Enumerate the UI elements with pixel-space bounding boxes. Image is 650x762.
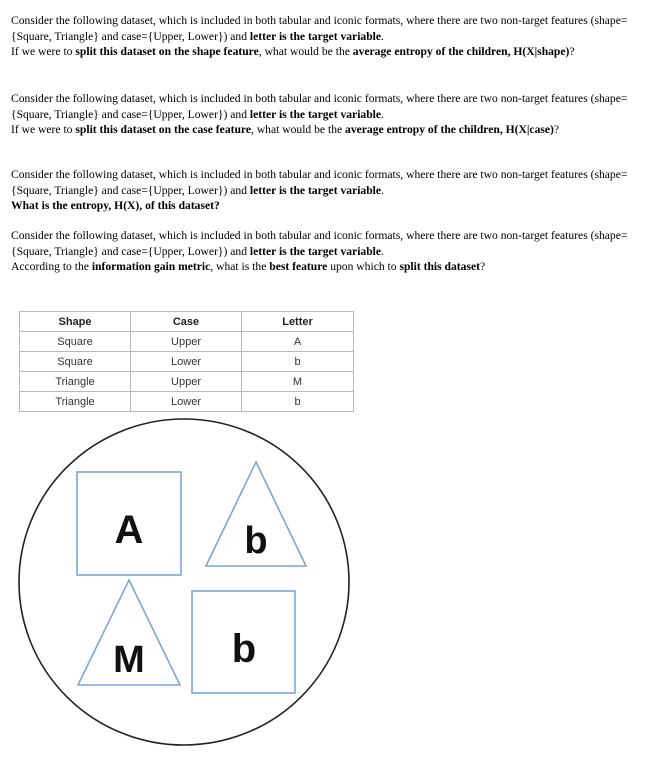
question-intro: Consider the following dataset, which is included in both tabular and iconic formats, where there are two non-target features (shape={Square, Triangle} and case={Upper, Lower}) and xyxy=(11,92,628,121)
question-4 xyxy=(11,228,641,275)
table-cell: Lower xyxy=(131,392,242,412)
iconic-dataset xyxy=(0,412,370,757)
question-ask-bold-2: best feature xyxy=(269,260,328,273)
table-row xyxy=(20,332,354,352)
question-ask-bold: information gain metric xyxy=(91,260,211,273)
table-header-row xyxy=(20,312,354,332)
dataset-table xyxy=(19,311,354,412)
question-ask-end: ? xyxy=(553,123,560,136)
question-ask: According to the xyxy=(11,260,92,273)
question-ask-bold-3: split this dataset xyxy=(399,260,480,273)
column-header-letter: Letter xyxy=(242,312,354,332)
table-row xyxy=(20,352,354,372)
question-3 xyxy=(11,167,641,214)
question-ask-bold: What is the entropy, H(X), of this dataset? xyxy=(11,199,220,212)
table-cell: Triangle xyxy=(20,392,131,412)
letter-b: b xyxy=(231,627,257,671)
question-intro-bold: letter is the target variable xyxy=(249,107,382,121)
column-header-case: Case xyxy=(131,312,242,332)
question-ask-mid-2: upon which to xyxy=(327,260,400,273)
question-intro-end: . xyxy=(381,107,384,121)
letter-m: M xyxy=(113,639,145,681)
question-ask-end: ? xyxy=(479,260,486,273)
question-ask-mid: , what is the xyxy=(210,260,270,273)
question-ask: If we were to xyxy=(11,123,76,136)
column-header-shape: Shape xyxy=(20,312,131,332)
question-ask-mid: , what would be the xyxy=(251,123,346,136)
question-ask-bold: split this dataset on the case feature xyxy=(75,123,252,136)
question-intro: Consider the following dataset, which is included in both tabular and iconic formats, where there are two non-target features (shape={Square, Triangle} and case={Upper, Lower}) and xyxy=(11,229,628,258)
table-row xyxy=(20,372,354,392)
dataset-circle xyxy=(19,419,349,745)
question-ask-mid: , what would be the xyxy=(258,45,353,58)
question-intro: Consider the following dataset, which is included in both tabular and iconic formats, where there are two non-target features (shape={Square, Triangle} and case={Upper, Lower}) and xyxy=(11,14,628,43)
question-intro-bold: letter is the target variable xyxy=(249,29,382,43)
question-ask-bold-2: average entropy of the children, H(X|case) xyxy=(345,123,554,136)
table-cell: M xyxy=(242,372,354,392)
table-row xyxy=(20,392,354,412)
table-cell: Square xyxy=(20,332,131,352)
question-2 xyxy=(11,91,641,138)
question-ask-bold: split this dataset on the shape feature xyxy=(75,45,259,58)
table-cell: Square xyxy=(20,352,131,372)
question-ask-bold-2: average entropy of the children, H(X|shape) xyxy=(352,45,570,58)
question-intro: Consider the following dataset, which is included in both tabular and iconic formats, where there are two non-target features (shape={Square, Triangle} and case={Upper, Lower}) and xyxy=(11,168,628,197)
question-ask-end: ? xyxy=(569,45,575,58)
table-cell: b xyxy=(242,392,354,412)
letter-b: b xyxy=(244,520,268,562)
question-intro-bold: letter is the target variable xyxy=(249,183,382,197)
table-cell: Upper xyxy=(131,372,242,392)
table-cell: Triangle xyxy=(20,372,131,392)
question-intro-end: . xyxy=(381,244,384,258)
table-cell: Lower xyxy=(131,352,242,372)
question-1 xyxy=(11,13,641,60)
question-intro-end: . xyxy=(381,29,384,43)
question-intro-bold: letter is the target variable xyxy=(249,244,382,258)
table-cell: b xyxy=(242,352,354,372)
letter-a: A xyxy=(114,508,144,552)
table-cell: Upper xyxy=(131,332,242,352)
table-cell: A xyxy=(242,332,354,352)
question-ask: If we were to xyxy=(11,45,76,58)
question-intro-end: . xyxy=(381,183,384,197)
